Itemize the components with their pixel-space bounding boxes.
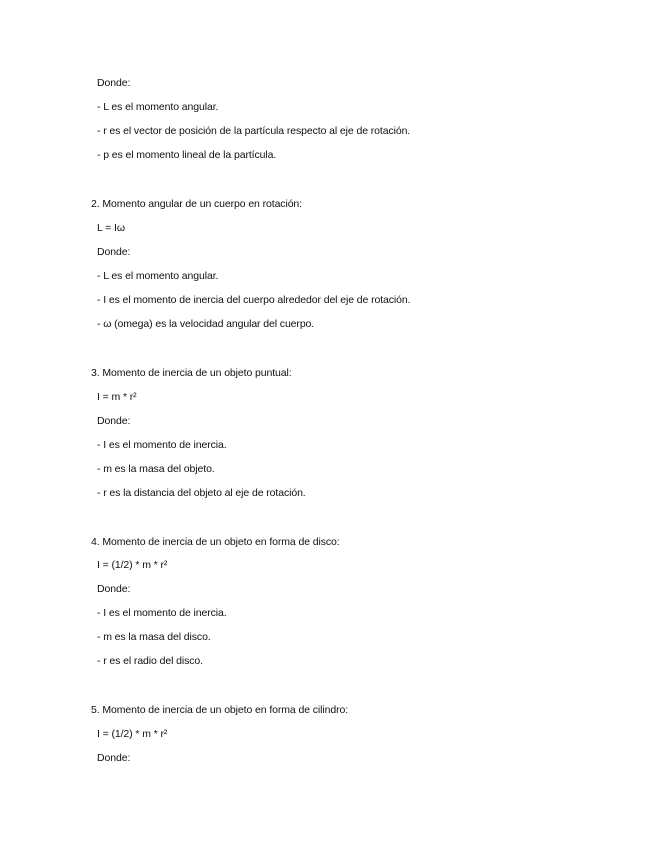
text-line: Donde: — [97, 752, 131, 764]
text-line: - I es el momento de inercia. — [97, 607, 227, 619]
formula-line: L = Iω — [97, 222, 125, 234]
text-line: - r es la distancia del objeto al eje de rotación. — [97, 487, 306, 499]
formula-line: I = (1/2) * m * r² — [97, 559, 168, 571]
text-line: Donde: — [97, 77, 131, 89]
text-line: Donde: — [97, 583, 131, 595]
formula-line: I = m * r² — [97, 391, 137, 403]
text-line: - p es el momento lineal de la partícula. — [97, 149, 277, 161]
text-line: - I es el momento de inercia. — [97, 439, 227, 451]
text-line: - L es el momento angular. — [97, 101, 219, 113]
section-heading: 4. Momento de inercia de un objeto en forma de disco: — [91, 536, 340, 548]
text-line: - ω (omega) es la velocidad angular del cuerpo. — [97, 318, 315, 330]
section-heading: 3. Momento de inercia de un objeto puntual: — [91, 367, 292, 379]
text-line: - I es el momento de inercia del cuerpo alrededor del eje de rotación. — [97, 294, 411, 306]
text-line: Donde: — [97, 415, 131, 427]
section-heading: 5. Momento de inercia de un objeto en forma de cilindro: — [91, 704, 349, 716]
text-line: - m es la masa del disco. — [97, 631, 211, 643]
text-line: - m es la masa del objeto. — [97, 463, 215, 475]
formula-line: I = (1/2) * m * r² — [97, 728, 168, 740]
section-heading: 2. Momento angular de un cuerpo en rotación: — [91, 198, 302, 210]
text-line: - r es el radio del disco. — [97, 655, 203, 667]
text-line: Donde: — [97, 246, 131, 258]
text-line: - r es el vector de posición de la partícula respecto al eje de rotación. — [97, 125, 411, 137]
text-line: - L es el momento angular. — [97, 270, 219, 282]
